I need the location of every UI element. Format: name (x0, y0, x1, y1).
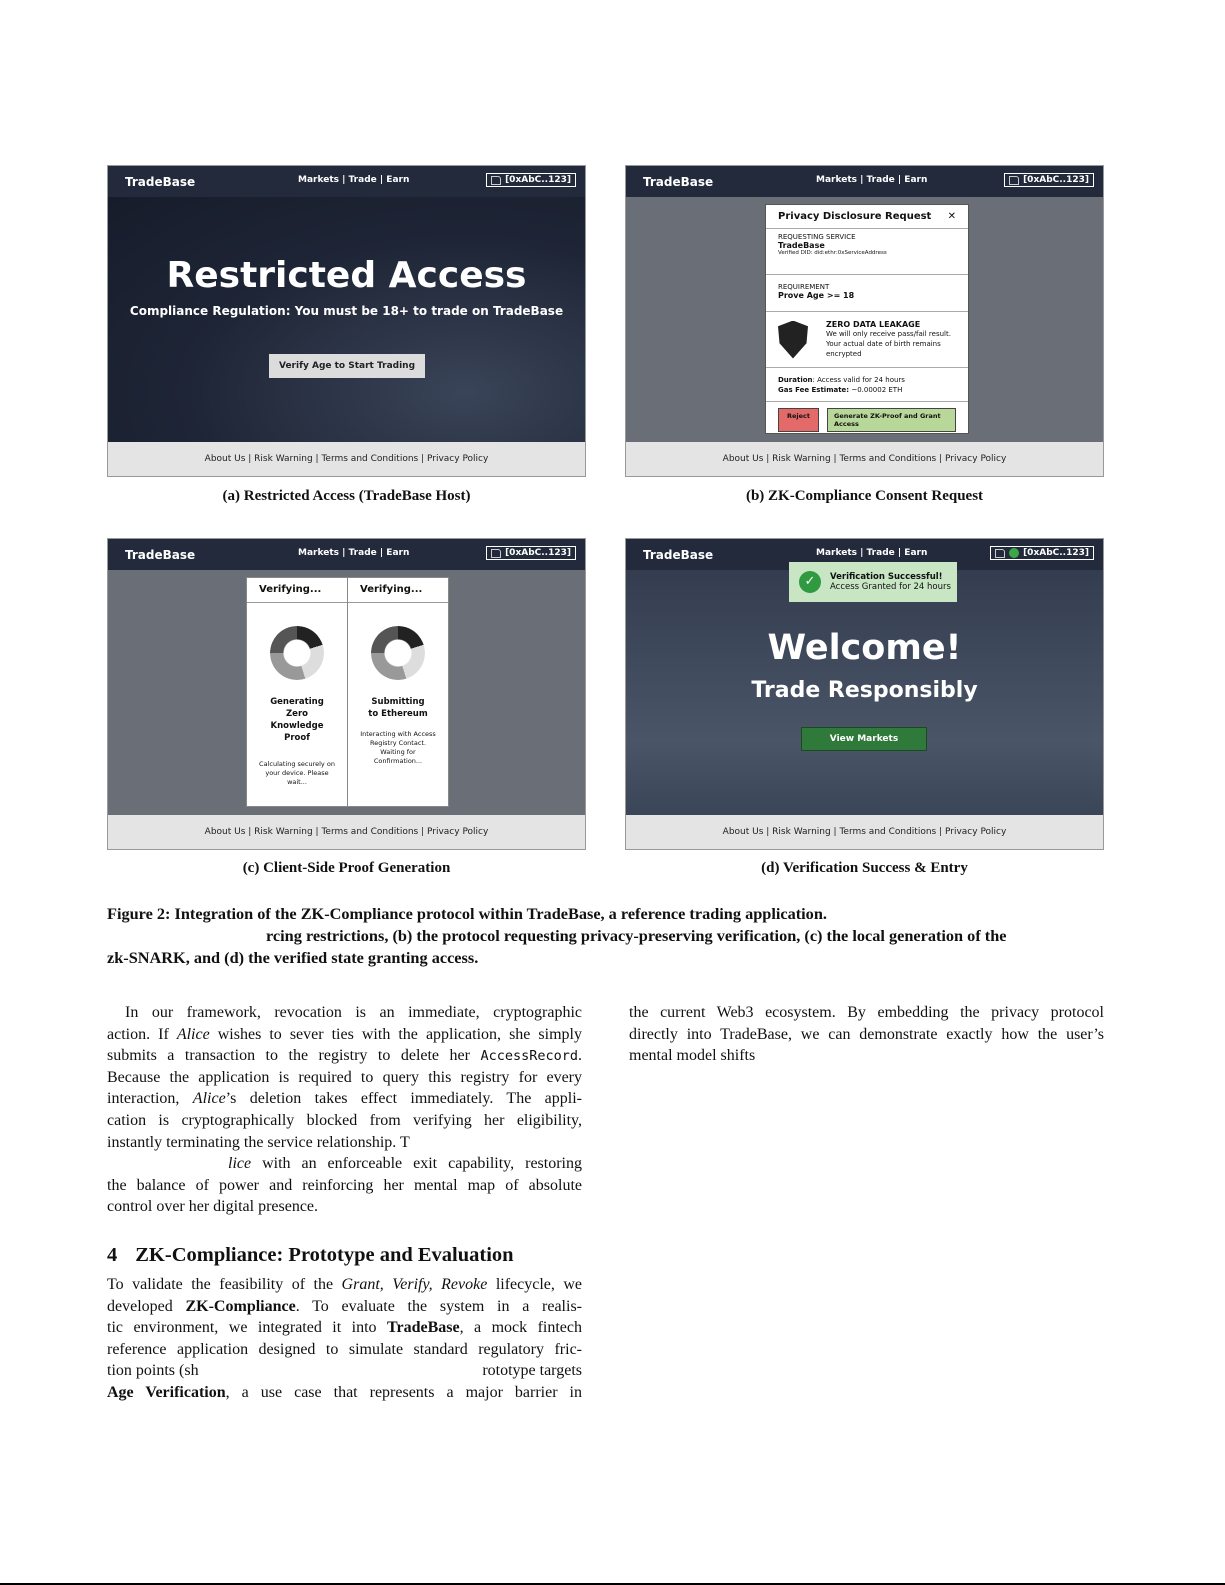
proof-step-card (246, 577, 348, 807)
wallet-address: [0xAbC..123] (505, 548, 571, 558)
app-header (108, 166, 585, 197)
service-label: REQUESTING SERVICE (778, 233, 856, 241)
duration-label: Duration (778, 376, 813, 384)
hero-background (108, 197, 585, 442)
wallet-icon (1009, 176, 1019, 185)
service-name: TradeBase (778, 241, 825, 250)
caption-d: (d) Verification Success & Entry (761, 860, 968, 876)
panel-verification-success (625, 538, 1104, 850)
text-line: control over her digital presence. (107, 1198, 319, 1216)
text-line: cation is cryptographically blocked from verifying her eligibility, (107, 1111, 582, 1129)
leakage-title: ZERO DATA LEAKAGE (826, 320, 921, 329)
text: tic environment, we integrated it into (107, 1319, 387, 1337)
text-line: instantly terminating the service relationship. T (107, 1133, 410, 1151)
text-line: the current Web3 ecosystem. By embedding the privacy protocol (629, 1004, 1104, 1021)
step-detail: Calculating securely on your device. Please wait... (259, 760, 335, 786)
figure-caption (107, 903, 1104, 969)
reject-button[interactable]: Reject (778, 408, 819, 432)
text: interaction, (107, 1090, 193, 1108)
leakage-text: We will only receive pass/fail result. Your actual date of birth remains encrypted (826, 330, 951, 358)
caption-line: Figure 2: Integration of the ZK-Compliance protocol within TradeBase, a reference trading application. (107, 904, 827, 923)
wallet-address: [0xAbC..123] (505, 175, 571, 185)
toast-title: Verification Successful! (830, 572, 943, 582)
toast-text: Access Granted for 24 hours (830, 582, 951, 592)
text: lice (228, 1155, 252, 1173)
duration-value: : Access valid for 24 hours (812, 376, 905, 384)
wallet-icon (491, 176, 501, 185)
text: ZK-Compliance (185, 1297, 296, 1315)
nav-links[interactable]: Markets | Trade | Earn (298, 175, 410, 185)
text: , a use case that represents a major barrier in (225, 1383, 582, 1401)
wallet-address: [0xAbC..123] (1023, 175, 1089, 185)
text: . To evaluate the system in a realis- (295, 1297, 582, 1315)
loading-spinner-icon (270, 626, 324, 680)
wallet-icon (491, 549, 501, 558)
caption-c: (c) Client-Side Proof Generation (242, 860, 451, 876)
wallet-button[interactable] (486, 546, 576, 560)
caption-line: zk-SNARK, and (d) the verified state granting access. (107, 948, 479, 967)
text: . (578, 1047, 582, 1065)
privacy-disclosure-modal (765, 204, 969, 434)
text: developed (107, 1297, 186, 1315)
wallet-icon (995, 549, 1005, 558)
text: Alice (176, 1025, 210, 1043)
footer-links[interactable]: About Us | Risk Warning | Terms and Conditions | Privacy Policy (108, 442, 585, 476)
verify-age-button[interactable]: Verify Age to Start Trading (269, 354, 425, 378)
brand-logo[interactable]: TradeBase (125, 548, 196, 562)
text: TradeBase (386, 1319, 460, 1337)
caption-a: (a) Restricted Access (TradeBase Host) (222, 488, 471, 504)
success-toast (789, 562, 957, 602)
shield-icon (778, 321, 808, 359)
text: ’s deletion takes effect immediately. The appli- (225, 1090, 582, 1108)
text: Age Verification (107, 1383, 226, 1401)
body-paragraph-right (629, 1002, 1104, 1067)
nav-links[interactable]: Markets | Trade | Earn (816, 548, 928, 558)
welcome-title: Welcome! (767, 628, 962, 668)
view-markets-button[interactable]: View Markets (801, 727, 927, 751)
brand-logo[interactable]: TradeBase (125, 175, 196, 189)
text-line: mental model shifts (629, 1047, 756, 1065)
step-detail: Interacting with Access Registry Contact. Waiting for Confirmation... (360, 730, 436, 765)
app-header (108, 539, 585, 570)
welcome-subtitle: Trade Responsibly (751, 678, 978, 703)
text: Grant, Verify, Revoke (341, 1276, 488, 1293)
text: To validate the feasibility of the (107, 1276, 342, 1293)
check-icon: ✓ (799, 571, 821, 593)
text-line: reference application designed to simulate standard regulatory fric- (107, 1340, 582, 1358)
text: action. If (107, 1025, 177, 1043)
gas-value: ~0.00002 ETH (849, 386, 903, 394)
nav-links[interactable]: Markets | Trade | Earn (816, 175, 928, 185)
wallet-button[interactable] (1004, 173, 1094, 187)
step-heading: Submitting to Ethereum (368, 697, 428, 719)
submit-step-card (347, 577, 449, 807)
app-header (626, 166, 1103, 197)
text-line: Because the application is required to query this registry for every (107, 1068, 582, 1086)
text: wishes to sever ties with the application, she simply (209, 1025, 582, 1043)
body-paragraph-revocation (107, 1002, 582, 1218)
hero-background (626, 570, 1103, 815)
close-icon[interactable]: ✕ (947, 211, 956, 222)
text-line: In our framework, revocation is an immediate, cryptographic (125, 1004, 582, 1021)
section-title: ZK-Compliance: Prototype and Evaluation (135, 1244, 514, 1266)
service-did: Verified DID: did:ethr:0xServiceAddress (778, 250, 887, 256)
requirement-label: REQUIREMENT (778, 283, 830, 291)
text: with an enforceable exit capability, restoring (251, 1155, 582, 1173)
section-heading (107, 1244, 514, 1267)
loading-spinner-icon (371, 626, 425, 680)
text-line: the balance of power and reinforcing her mental map of absolute (107, 1176, 582, 1194)
footer-links[interactable]: About Us | Risk Warning | Terms and Conditions | Privacy Policy (626, 815, 1103, 849)
gas-label: Gas Fee Estimate: (778, 386, 850, 394)
footer-links[interactable]: About Us | Risk Warning | Terms and Conditions | Privacy Policy (108, 815, 585, 849)
footer-links[interactable]: About Us | Risk Warning | Terms and Conditions | Privacy Policy (626, 442, 1103, 476)
text-line: directly into TradeBase, we can demonstrate exactly how the user’s (629, 1025, 1104, 1043)
text: submits a transaction to the registry to delete her (107, 1047, 481, 1065)
section-number: 4 (107, 1244, 118, 1266)
nav-links[interactable]: Markets | Trade | Earn (298, 548, 410, 558)
grant-access-button[interactable]: Generate ZK-Proof and Grant Access (827, 408, 956, 432)
text: Alice (192, 1090, 226, 1108)
hero-title: Restricted Access (166, 255, 527, 296)
modal-title: Privacy Disclosure Request (778, 211, 932, 222)
panel-restricted-access (107, 165, 586, 477)
body-paragraph-prototype (107, 1274, 582, 1404)
panel-consent-request (625, 165, 1104, 477)
hero-subtitle: Compliance Regulation: You must be 18+ to trade on TradeBase (129, 304, 564, 318)
caption-line: rcing restrictions, (b) the protocol requesting privacy-preserving verification, (c) the local generation of the (266, 926, 1007, 945)
text: tion points (sh (107, 1362, 199, 1380)
step-title: Verifying... (348, 578, 448, 603)
step-heading: Generating Zero Knowledge Proof (270, 697, 324, 743)
verified-check-icon (1009, 548, 1019, 558)
requirement-value: Prove Age >= 18 (778, 291, 855, 300)
wallet-button[interactable] (486, 173, 576, 187)
panel-proof-generation (107, 538, 586, 850)
text: lifecycle, we (487, 1276, 583, 1293)
wallet-button[interactable] (990, 546, 1094, 560)
brand-logo[interactable]: TradeBase (643, 548, 714, 562)
caption-b: (b) ZK-Compliance Consent Request (745, 488, 984, 504)
text: , a mock fintech (459, 1319, 583, 1337)
wallet-address: [0xAbC..123] (1023, 548, 1089, 558)
code-text: AccessRecord (480, 1048, 578, 1065)
step-title: Verifying... (247, 578, 347, 603)
brand-logo[interactable]: TradeBase (643, 175, 714, 189)
text: rototype targets (482, 1362, 582, 1380)
